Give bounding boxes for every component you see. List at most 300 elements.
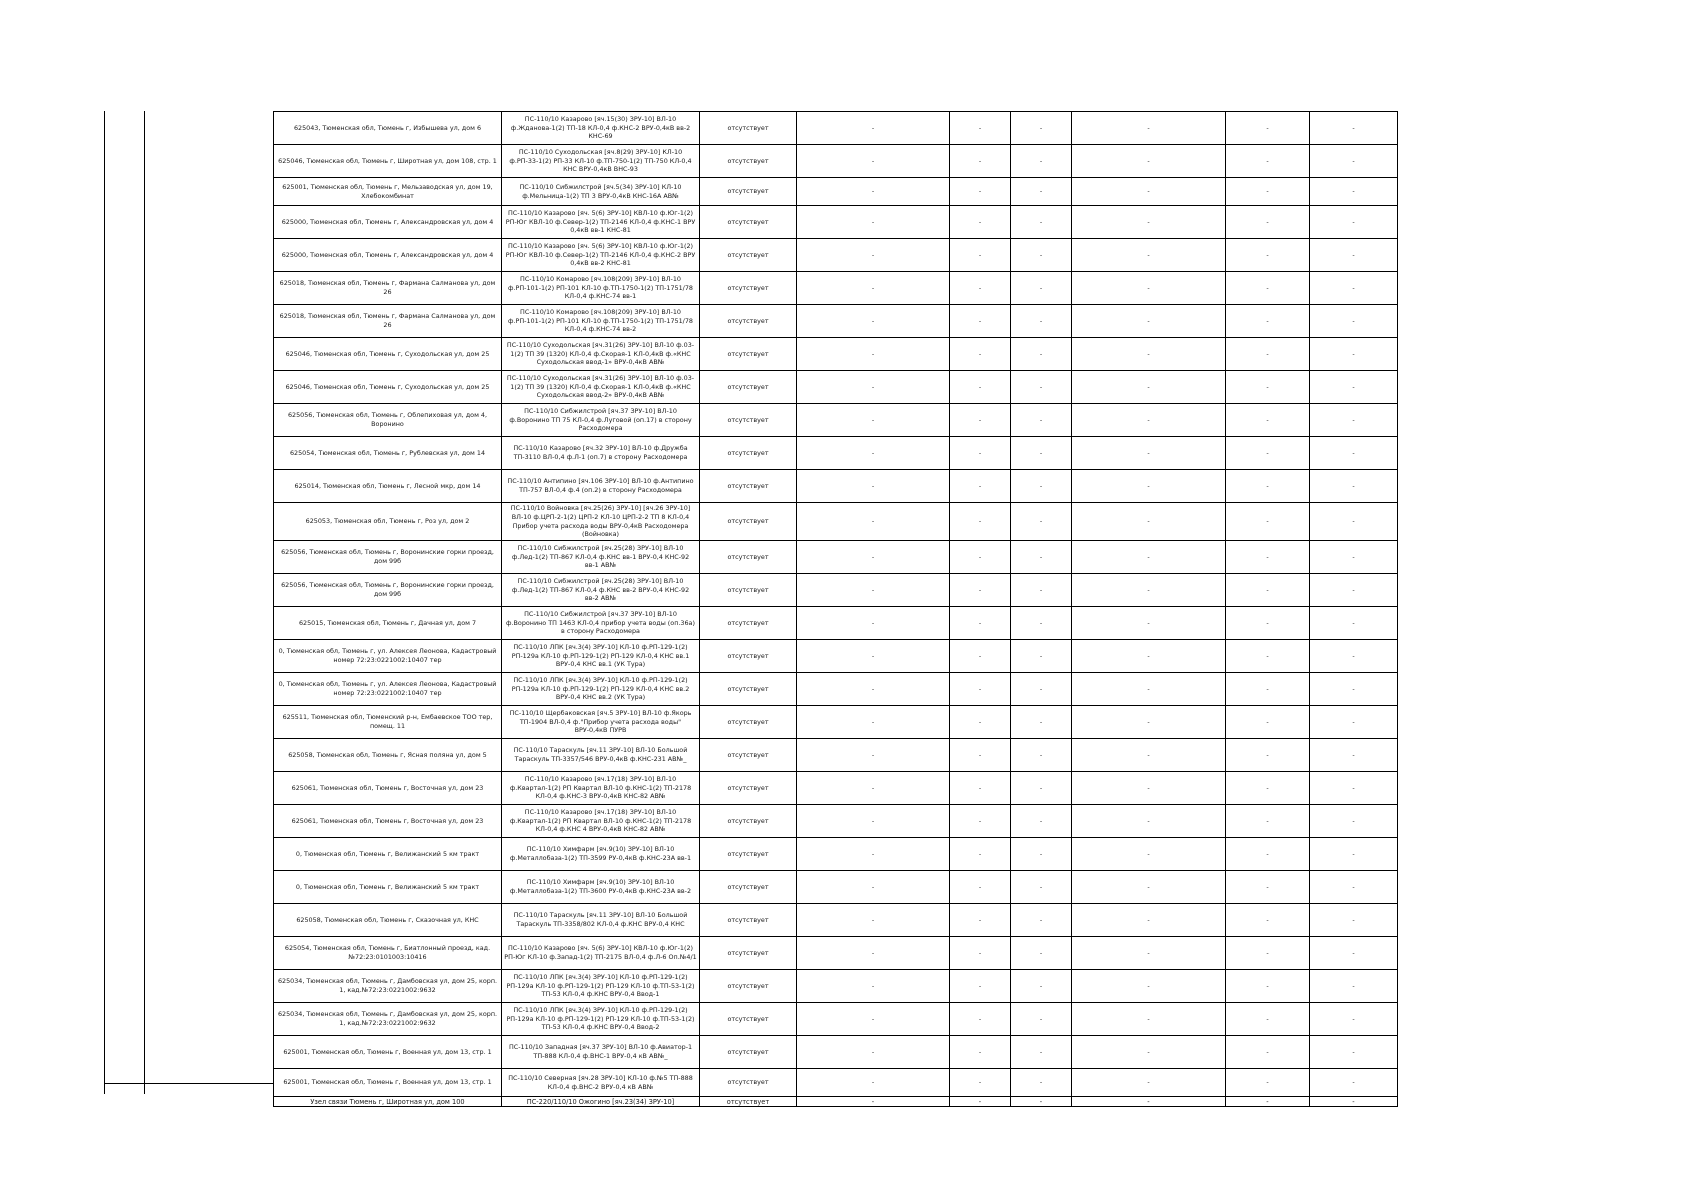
value-cell-5: -: [1226, 145, 1310, 178]
table-row: [274, 739, 1398, 772]
value-cell-3: -: [1011, 338, 1072, 371]
connection-cell: ПС-110/10 Казарово [яч.15(30) ЗРУ-10] ВЛ-10 ф.Жданова-1(2) ТП-18 КЛ-0,4 ф.КНС-2 ВРУ-0,4кВ вв-2 КНС-69: [502, 112, 700, 145]
connection-cell: ПС-110/10 Сибжилстрой [яч.37 ЗРУ-10] ВЛ-10 ф.Воронино ТП 75 КЛ-0,4 ф.Луговой (оп.17) в сторону Расходомера: [502, 404, 700, 437]
status-cell: отсутствует: [700, 371, 797, 404]
value-cell-1: -: [797, 739, 950, 772]
value-cell-4: -: [1072, 574, 1226, 607]
status-cell: отсутствует: [700, 206, 797, 239]
value-cell-3: -: [1011, 640, 1072, 673]
value-cell-6: -: [1310, 206, 1398, 239]
value-cell-1: -: [797, 470, 950, 503]
value-cell-5: -: [1226, 970, 1310, 1003]
value-cell-1: -: [797, 1003, 950, 1036]
value-cell-4: -: [1072, 437, 1226, 470]
value-cell-3: -: [1011, 904, 1072, 937]
value-cell-2: -: [950, 272, 1011, 305]
table-row: [274, 640, 1398, 673]
value-cell-2: -: [950, 1069, 1011, 1097]
address-cell: 625034, Тюменская обл, Тюмень г, Дамбовская ул, дом 25, корп. 1, кад.№72:23:0221002:9632: [274, 1003, 502, 1036]
value-cell-2: -: [950, 838, 1011, 871]
value-cell-1: -: [797, 970, 950, 1003]
value-cell-2: -: [950, 574, 1011, 607]
value-cell-3: -: [1011, 871, 1072, 904]
value-cell-1: -: [797, 1097, 950, 1107]
status-cell: отсутствует: [700, 305, 797, 338]
status-cell: отсутствует: [700, 838, 797, 871]
value-cell-1: -: [797, 1069, 950, 1097]
value-cell-6: -: [1310, 305, 1398, 338]
value-cell-3: -: [1011, 272, 1072, 305]
value-cell-2: -: [950, 871, 1011, 904]
left-margin-line-2: [144, 111, 145, 1094]
table-row: [274, 305, 1398, 338]
value-cell-1: -: [797, 145, 950, 178]
value-cell-3: -: [1011, 1036, 1072, 1069]
value-cell-2: -: [950, 970, 1011, 1003]
value-cell-4: -: [1072, 371, 1226, 404]
address-cell: 625061, Тюменская обл, Тюмень г, Восточная ул, дом 23: [274, 772, 502, 805]
table-row: [274, 871, 1398, 904]
table-row: [274, 1069, 1398, 1097]
value-cell-5: -: [1226, 706, 1310, 739]
value-cell-2: -: [950, 541, 1011, 574]
value-cell-3: -: [1011, 739, 1072, 772]
table-row: [274, 404, 1398, 437]
value-cell-6: -: [1310, 541, 1398, 574]
value-cell-6: -: [1310, 970, 1398, 1003]
connection-cell: ПС-110/10 Войновка [яч.25(26) ЗРУ-10] [яч.26 ЗРУ-10] ВЛ-10 ф.ЦРП-2-1(2) ЦРП-2 КЛ-10 ЦРП-2-2 ТП 8 КЛ-0,4 Прибор учета расхода воды ВРУ-0,4кВ Расходомера (Войновка): [502, 503, 700, 541]
value-cell-3: -: [1011, 838, 1072, 871]
connection-cell: ПС-110/10 Тараскуль [яч.11 ЗРУ-10] ВЛ-10 Большой Тараскуль ТП-3357/546 ВРУ-0,4кВ ф.КНС-231 АВ№_: [502, 739, 700, 772]
value-cell-1: -: [797, 541, 950, 574]
value-cell-4: -: [1072, 673, 1226, 706]
value-cell-4: -: [1072, 805, 1226, 838]
status-cell: отсутствует: [700, 272, 797, 305]
value-cell-5: -: [1226, 206, 1310, 239]
value-cell-4: -: [1072, 607, 1226, 640]
status-cell: отсутствует: [700, 239, 797, 272]
connection-cell: ПС-220/110/10 Ожогино [яч.23(34) ЗРУ-10]: [502, 1097, 700, 1107]
value-cell-6: -: [1310, 838, 1398, 871]
value-cell-2: -: [950, 305, 1011, 338]
value-cell-1: -: [797, 272, 950, 305]
table-row: [274, 805, 1398, 838]
value-cell-5: -: [1226, 1097, 1310, 1107]
value-cell-4: -: [1072, 112, 1226, 145]
connection-cell: ПС-110/10 Сибжилстрой [яч.25(28) ЗРУ-10] ВЛ-10 ф.Лед-1(2) ТП-867 КЛ-0,4 ф.КНС вв-1 ВРУ-0,4 КНС-92 вв-1 АВ№: [502, 541, 700, 574]
address-cell: 0, Тюменская обл, Тюмень г, ул. Алексея Леонова, Кадастровый номер 72:23:0221002:10407 тер: [274, 673, 502, 706]
value-cell-5: -: [1226, 503, 1310, 541]
value-cell-1: -: [797, 239, 950, 272]
connection-cell: ПС-110/10 Сибжилстрой [яч.37 ЗРУ-10] ВЛ-10 ф.Воронино ТП 1463 КЛ-0,4 прибор учета воды (оп.36а) в сторону Расходомера: [502, 607, 700, 640]
table-row: [274, 706, 1398, 739]
address-cell: 625018, Тюменская обл, Тюмень г, Фармана Салманова ул, дом 26: [274, 305, 502, 338]
address-cell: 625054, Тюменская обл, Тюмень г, Биатлонный проезд, кад.№72:23:0101003:10416: [274, 937, 502, 970]
value-cell-1: -: [797, 1036, 950, 1069]
value-cell-1: -: [797, 338, 950, 371]
status-cell: отсутствует: [700, 145, 797, 178]
value-cell-6: -: [1310, 937, 1398, 970]
value-cell-5: -: [1226, 1003, 1310, 1036]
value-cell-5: -: [1226, 541, 1310, 574]
table-row: [274, 904, 1398, 937]
address-cell: 625015, Тюменская обл, Тюмень г, Дачная ул, дом 7: [274, 607, 502, 640]
connection-cell: ПС-110/10 ЛПК [яч.3(4) ЗРУ-10] КЛ-10 ф.РП-129-1(2) РП-129а КЛ-10 ф.РП-129-1(2) РП-129 КЛ-0,4 КНС вв.1 ВРУ-0,4 КНС вв.1 (УК Тура): [502, 640, 700, 673]
value-cell-5: -: [1226, 805, 1310, 838]
status-cell: отсутствует: [700, 673, 797, 706]
value-cell-5: -: [1226, 574, 1310, 607]
connection-cell: ПС-110/10 Химфарм [яч.9(10) ЗРУ-10] ВЛ-10 ф.Металлобаза-1(2) ТП-3599 РУ-0,4кВ ф.КНС-23А вв-1: [502, 838, 700, 871]
value-cell-3: -: [1011, 772, 1072, 805]
value-cell-3: -: [1011, 1069, 1072, 1097]
status-cell: отсутствует: [700, 871, 797, 904]
value-cell-5: -: [1226, 871, 1310, 904]
value-cell-3: -: [1011, 112, 1072, 145]
value-cell-1: -: [797, 772, 950, 805]
address-cell: 625054, Тюменская обл, Тюмень г, Рублевская ул, дом 14: [274, 437, 502, 470]
value-cell-4: -: [1072, 305, 1226, 338]
connection-cell: ПС-110/10 ЛПК [яч.3(4) ЗРУ-10] КЛ-10 ф.РП-129-1(2) РП-129а КЛ-10 ф.РП-129-1(2) РП-129 КЛ-0,4 КНС вв.2 ВРУ-0,4 КНС вв.2 (УК Тура): [502, 673, 700, 706]
value-cell-5: -: [1226, 371, 1310, 404]
value-cell-6: -: [1310, 673, 1398, 706]
value-cell-3: -: [1011, 470, 1072, 503]
value-cell-2: -: [950, 640, 1011, 673]
status-cell: отсутствует: [700, 112, 797, 145]
value-cell-3: -: [1011, 1097, 1072, 1107]
connection-cell: ПС-110/10 Комарово [яч.108(209) ЗРУ-10] ВЛ-10 ф.РП-101-1(2) РП-101 КЛ-10 ф.ТП-1750-1(2) ТП-1751/78 КЛ-0,4 ф.КНС-74 вв-2: [502, 305, 700, 338]
table-row: [274, 145, 1398, 178]
status-cell: отсутствует: [700, 503, 797, 541]
status-cell: отсутствует: [700, 1036, 797, 1069]
status-cell: отсутствует: [700, 574, 797, 607]
address-cell: 625053, Тюменская обл, Тюмень г, Роз ул, дом 2: [274, 503, 502, 541]
value-cell-1: -: [797, 112, 950, 145]
value-cell-3: -: [1011, 541, 1072, 574]
value-cell-6: -: [1310, 272, 1398, 305]
status-cell: отсутствует: [700, 805, 797, 838]
connection-cell: ПС-110/10 Западная [яч.37 ЗРУ-10] ВЛ-10 ф.Авиатор-1 ТП-888 КЛ-0,4 ф.ВНС-1 ВРУ-0,4 кВ АВ№_: [502, 1036, 700, 1069]
table-row: [274, 937, 1398, 970]
value-cell-4: -: [1072, 503, 1226, 541]
value-cell-4: -: [1072, 470, 1226, 503]
table-row: [274, 607, 1398, 640]
value-cell-6: -: [1310, 239, 1398, 272]
value-cell-2: -: [950, 145, 1011, 178]
value-cell-3: -: [1011, 937, 1072, 970]
value-cell-2: -: [950, 739, 1011, 772]
value-cell-2: -: [950, 338, 1011, 371]
value-cell-4: -: [1072, 739, 1226, 772]
address-cell: 625000, Тюменская обл, Тюмень г, Александровская ул, дом 4: [274, 206, 502, 239]
value-cell-4: -: [1072, 1069, 1226, 1097]
value-cell-5: -: [1226, 772, 1310, 805]
connection-cell: ПС-110/10 ЛПК [яч.3(4) ЗРУ-10] КЛ-10 ф.РП-129-1(2) РП-129а КЛ-10 ф.РП-129-1(2) РП-129 КЛ-10 ф.ТП-53-1(2) ТП-53 КЛ-0,4 ф.КНС ВРУ-0,4 Ввод-2: [502, 1003, 700, 1036]
address-cell: 625061, Тюменская обл, Тюмень г, Восточная ул, дом 23: [274, 805, 502, 838]
address-cell: 625056, Тюменская обл, Тюмень г, Воронинские горки проезд, дом 99б: [274, 541, 502, 574]
table-body: [274, 112, 1398, 1107]
address-cell: 625058, Тюменская обл, Тюмень г, Ясная поляна ул, дом 5: [274, 739, 502, 772]
value-cell-2: -: [950, 178, 1011, 206]
address-cell: 625056, Тюменская обл, Тюмень г, Облепиховая ул, дом 4, Воронино: [274, 404, 502, 437]
value-cell-6: -: [1310, 338, 1398, 371]
value-cell-4: -: [1072, 937, 1226, 970]
table-row: [274, 1003, 1398, 1036]
value-cell-3: -: [1011, 145, 1072, 178]
address-cell: 625043, Тюменская обл, Тюмень г, Избышева ул, дом 6: [274, 112, 502, 145]
value-cell-3: -: [1011, 1003, 1072, 1036]
value-cell-2: -: [950, 673, 1011, 706]
table-row: [274, 338, 1398, 371]
value-cell-4: -: [1072, 206, 1226, 239]
value-cell-5: -: [1226, 239, 1310, 272]
address-cell: 0, Тюменская обл, Тюмень г, Велижанский 5 км тракт: [274, 838, 502, 871]
value-cell-6: -: [1310, 178, 1398, 206]
value-cell-2: -: [950, 503, 1011, 541]
value-cell-4: -: [1072, 145, 1226, 178]
value-cell-1: -: [797, 871, 950, 904]
address-cell: Узел связи Тюмень г, Широтная ул, дом 100: [274, 1097, 502, 1107]
address-cell: 625056, Тюменская обл, Тюмень г, Воронинские горки проезд, дом 99б: [274, 574, 502, 607]
address-cell: 625034, Тюменская обл, Тюмень г, Дамбовская ул, дом 25, корп. 1, кад.№72:23:0221002:9632: [274, 970, 502, 1003]
value-cell-2: -: [950, 239, 1011, 272]
value-cell-3: -: [1011, 706, 1072, 739]
value-cell-4: -: [1072, 904, 1226, 937]
value-cell-6: -: [1310, 871, 1398, 904]
status-cell: отсутствует: [700, 970, 797, 1003]
value-cell-6: -: [1310, 739, 1398, 772]
value-cell-6: -: [1310, 145, 1398, 178]
value-cell-2: -: [950, 805, 1011, 838]
value-cell-2: -: [950, 437, 1011, 470]
value-cell-5: -: [1226, 338, 1310, 371]
address-cell: 625058, Тюменская обл, Тюмень г, Сказочная ул, КНС: [274, 904, 502, 937]
value-cell-6: -: [1310, 437, 1398, 470]
value-cell-4: -: [1072, 1097, 1226, 1107]
table-row: [274, 112, 1398, 145]
value-cell-2: -: [950, 772, 1011, 805]
connection-cell: ПС-110/10 Суходольская [яч.8(29) ЗРУ-10] КЛ-10 ф.РП-33-1(2) РП-33 КЛ-10 ф.ТП-750-1(2) ТП-750 КЛ-0,4 КНС ВРУ-0,4кВ ВНС-93: [502, 145, 700, 178]
value-cell-3: -: [1011, 607, 1072, 640]
table-row: [274, 541, 1398, 574]
value-cell-1: -: [797, 673, 950, 706]
connection-cell: ПС-110/10 Казарово [яч. 5(6) ЗРУ-10] КВЛ-10 ф.Юг-1(2) РП-Юг КВЛ-10 ф.Север-1(2) ТП-2146 КЛ-0,4 ф.КНС-1 ВРУ 0,4кВ вв-1 КНС-81: [502, 206, 700, 239]
table-row: [274, 239, 1398, 272]
address-cell: 0, Тюменская обл, Тюмень г, ул. Алексея Леонова, Кадастровый номер 72:23:0221002:10407 тер: [274, 640, 502, 673]
status-cell: отсутствует: [700, 178, 797, 206]
status-cell: отсутствует: [700, 404, 797, 437]
left-margin-line-1: [104, 111, 105, 1094]
value-cell-4: -: [1072, 838, 1226, 871]
address-cell: 625046, Тюменская обл, Тюмень г, Широтная ул, дом 108, стр. 1: [274, 145, 502, 178]
value-cell-3: -: [1011, 574, 1072, 607]
value-cell-2: -: [950, 706, 1011, 739]
table-row: [274, 503, 1398, 541]
connection-cell: ПС-110/10 ЛПК [яч.3(4) ЗРУ-10] КЛ-10 ф.РП-129-1(2) РП-129а КЛ-10 ф.РП-129-1(2) РП-129 КЛ-10 ф.ТП-53-1(2) ТП-53 КЛ-0,4 ф.КНС ВРУ-0,4 Ввод-1: [502, 970, 700, 1003]
value-cell-1: -: [797, 206, 950, 239]
address-cell: 625018, Тюменская обл, Тюмень г, Фармана Салманова ул, дом 26: [274, 272, 502, 305]
value-cell-1: -: [797, 838, 950, 871]
connection-cell: ПС-110/10 Сибжилстрой [яч.5(34) ЗРУ-10] КЛ-10 ф.Мельница-1(2) ТП 3 ВРУ-0,4кВ КНС-16А АВ№: [502, 178, 700, 206]
value-cell-2: -: [950, 904, 1011, 937]
value-cell-6: -: [1310, 1069, 1398, 1097]
connection-cell: ПС-110/10 Казарово [яч. 5(6) ЗРУ-10] КВЛ-10 ф.Юг-1(2) РП-Юг КВЛ-10 ф.Север-1(2) ТП-2146 КЛ-0,4 ф.КНС-2 ВРУ 0,4кВ вв-2 КНС-81: [502, 239, 700, 272]
value-cell-6: -: [1310, 503, 1398, 541]
value-cell-1: -: [797, 640, 950, 673]
status-cell: отсутствует: [700, 640, 797, 673]
value-cell-6: -: [1310, 772, 1398, 805]
value-cell-4: -: [1072, 178, 1226, 206]
table-row: [274, 1097, 1398, 1107]
value-cell-4: -: [1072, 239, 1226, 272]
value-cell-3: -: [1011, 503, 1072, 541]
connection-cell: ПС-110/10 Антипино [яч.106 ЗРУ-10] ВЛ-10 ф.Антипино ТП-757 ВЛ-0,4 ф.4 (оп.2) в сторону Расходомера: [502, 470, 700, 503]
value-cell-1: -: [797, 305, 950, 338]
value-cell-5: -: [1226, 640, 1310, 673]
value-cell-4: -: [1072, 970, 1226, 1003]
table-row: [274, 470, 1398, 503]
value-cell-4: -: [1072, 1036, 1226, 1069]
value-cell-3: -: [1011, 437, 1072, 470]
connection-cell: ПС-110/10 Северная [яч.28 ЗРУ-10] КЛ-10 ф.№5 ТП-888 КЛ-0,4 ф.ВНС-2 ВРУ-0,4 кВ АВ№: [502, 1069, 700, 1097]
value-cell-2: -: [950, 371, 1011, 404]
data-table: [273, 111, 1398, 1107]
value-cell-3: -: [1011, 673, 1072, 706]
value-cell-1: -: [797, 437, 950, 470]
table-row: [274, 970, 1398, 1003]
value-cell-6: -: [1310, 904, 1398, 937]
table-row: [274, 838, 1398, 871]
value-cell-4: -: [1072, 404, 1226, 437]
value-cell-6: -: [1310, 706, 1398, 739]
status-cell: отсутствует: [700, 470, 797, 503]
status-cell: отсутствует: [700, 541, 797, 574]
connection-cell: ПС-110/10 Химфарм [яч.9(10) ЗРУ-10] ВЛ-10 ф.Металлобаза-1(2) ТП-3600 РУ-0,4кВ ф.КНС-23А вв-2: [502, 871, 700, 904]
table-row: [274, 178, 1398, 206]
address-cell: 625001, Тюменская обл, Тюмень г, Мельзаводская ул, дом 19, Хлебокомбинат: [274, 178, 502, 206]
table-row: [274, 206, 1398, 239]
value-cell-5: -: [1226, 437, 1310, 470]
value-cell-6: -: [1310, 640, 1398, 673]
address-cell: 625046, Тюменская обл, Тюмень г, Суходольская ул, дом 25: [274, 371, 502, 404]
value-cell-1: -: [797, 706, 950, 739]
connection-cell: ПС-110/10 Щербаковская [яч.5 ЗРУ-10] ВЛ-10 ф.Якорь ТП-1904 ВЛ-0,4 ф."Прибор учета расхода воды" ВРУ-0,4кВ ПУРВ: [502, 706, 700, 739]
status-cell: отсутствует: [700, 772, 797, 805]
connection-cell: ПС-110/10 Суходольская [яч.31(26) ЗРУ-10] ВЛ-10 ф.03-1(2) ТП 39 (1320) КЛ-0,4 ф.Скорая-1 КЛ-0,4кВ ф.«КНС Суходольская ввод-2» ВРУ-0,4кВ АВ№: [502, 371, 700, 404]
value-cell-2: -: [950, 1003, 1011, 1036]
value-cell-4: -: [1072, 1003, 1226, 1036]
value-cell-2: -: [950, 404, 1011, 437]
value-cell-6: -: [1310, 607, 1398, 640]
value-cell-3: -: [1011, 206, 1072, 239]
value-cell-5: -: [1226, 838, 1310, 871]
value-cell-1: -: [797, 904, 950, 937]
address-cell: 625511, Тюменская обл, Тюменский р-н, Ембаевское ТОО тер, помещ. 11: [274, 706, 502, 739]
address-cell: 625001, Тюменская обл, Тюмень г, Военная ул, дом 13, стр. 1: [274, 1069, 502, 1097]
value-cell-5: -: [1226, 607, 1310, 640]
value-cell-2: -: [950, 1097, 1011, 1107]
status-cell: отсутствует: [700, 937, 797, 970]
address-cell: 625014, Тюменская обл, Тюмень г, Лесной мкр, дом 14: [274, 470, 502, 503]
value-cell-5: -: [1226, 470, 1310, 503]
value-cell-5: -: [1226, 904, 1310, 937]
value-cell-2: -: [950, 607, 1011, 640]
value-cell-3: -: [1011, 805, 1072, 838]
status-cell: отсутствует: [700, 706, 797, 739]
value-cell-4: -: [1072, 706, 1226, 739]
address-cell: 625000, Тюменская обл, Тюмень г, Александровская ул, дом 4: [274, 239, 502, 272]
table-row: [274, 371, 1398, 404]
value-cell-6: -: [1310, 371, 1398, 404]
value-cell-6: -: [1310, 112, 1398, 145]
connection-cell: ПС-110/10 Казарово [яч.17(18) ЗРУ-10] ВЛ-10 ф.Квартал-1(2) РП Квартал ВЛ-10 ф.КНС-1(2) ТП-2178 КЛ-0,4 ф.КНС 4 ВРУ-0,4кВ КНС-82 АВ№: [502, 805, 700, 838]
connection-cell: ПС-110/10 Казарово [яч.17(18) ЗРУ-10] ВЛ-10 ф.Квартал-1(2) РП Квартал ВЛ-10 ф.КНС-1(2) ТП-2178 КЛ-0,4 ф.КНС-3 ВРУ-0,4кВ КНС-82 АВ№: [502, 772, 700, 805]
connection-cell: ПС-110/10 Сибжилстрой [яч.25(28) ЗРУ-10] ВЛ-10 ф.Лед-1(2) ТП-867 КЛ-0,4 ф.КНС вв-2 ВРУ-0,4 КНС-92 вв-2 АВ№: [502, 574, 700, 607]
status-cell: отсутствует: [700, 739, 797, 772]
address-cell: 0, Тюменская обл, Тюмень г, Велижанский 5 км тракт: [274, 871, 502, 904]
address-cell: 625046, Тюменская обл, Тюмень г, Суходольская ул, дом 25: [274, 338, 502, 371]
value-cell-2: -: [950, 1036, 1011, 1069]
value-cell-6: -: [1310, 1003, 1398, 1036]
table-row: [274, 272, 1398, 305]
value-cell-4: -: [1072, 772, 1226, 805]
value-cell-2: -: [950, 112, 1011, 145]
value-cell-5: -: [1226, 404, 1310, 437]
value-cell-6: -: [1310, 805, 1398, 838]
address-cell: 625001, Тюменская обл, Тюмень г, Военная ул, дом 13, стр. 1: [274, 1036, 502, 1069]
table-row: [274, 437, 1398, 470]
status-cell: отсутствует: [700, 338, 797, 371]
value-cell-4: -: [1072, 871, 1226, 904]
value-cell-3: -: [1011, 371, 1072, 404]
value-cell-4: -: [1072, 338, 1226, 371]
value-cell-6: -: [1310, 470, 1398, 503]
status-cell: отсутствует: [700, 1003, 797, 1036]
value-cell-4: -: [1072, 272, 1226, 305]
value-cell-5: -: [1226, 272, 1310, 305]
status-cell: отсутствует: [700, 904, 797, 937]
status-cell: отсутствует: [700, 1097, 797, 1107]
value-cell-3: -: [1011, 305, 1072, 338]
value-cell-6: -: [1310, 404, 1398, 437]
value-cell-5: -: [1226, 937, 1310, 970]
value-cell-1: -: [797, 937, 950, 970]
value-cell-3: -: [1011, 239, 1072, 272]
connection-cell: ПС-110/10 Суходольская [яч.31(26) ЗРУ-10] ВЛ-10 ф.03-1(2) ТП 39 (1320) КЛ-0,4 ф.Скорая-1 КЛ-0,4кВ ф.«КНС Суходольская ввод-1» ВРУ-0,4кВ АВ№: [502, 338, 700, 371]
value-cell-5: -: [1226, 112, 1310, 145]
value-cell-1: -: [797, 178, 950, 206]
value-cell-6: -: [1310, 1097, 1398, 1107]
value-cell-3: -: [1011, 404, 1072, 437]
table-row: [274, 574, 1398, 607]
connection-cell: ПС-110/10 Комарово [яч.108(209) ЗРУ-10] ВЛ-10 ф.РП-101-1(2) РП-101 КЛ-10 ф.ТП-1750-1(2) ТП-1751/78 КЛ-0,4 ф.КНС-74 вв-1: [502, 272, 700, 305]
status-cell: отсутствует: [700, 607, 797, 640]
left-margin-bottom-line: [104, 1083, 273, 1084]
table-row: [274, 772, 1398, 805]
value-cell-1: -: [797, 404, 950, 437]
value-cell-3: -: [1011, 178, 1072, 206]
value-cell-6: -: [1310, 1036, 1398, 1069]
value-cell-5: -: [1226, 739, 1310, 772]
value-cell-3: -: [1011, 970, 1072, 1003]
table-row: [274, 1036, 1398, 1069]
value-cell-5: -: [1226, 1069, 1310, 1097]
value-cell-2: -: [950, 937, 1011, 970]
status-cell: отсутствует: [700, 437, 797, 470]
value-cell-1: -: [797, 805, 950, 838]
value-cell-4: -: [1072, 541, 1226, 574]
value-cell-1: -: [797, 574, 950, 607]
table-row: [274, 673, 1398, 706]
